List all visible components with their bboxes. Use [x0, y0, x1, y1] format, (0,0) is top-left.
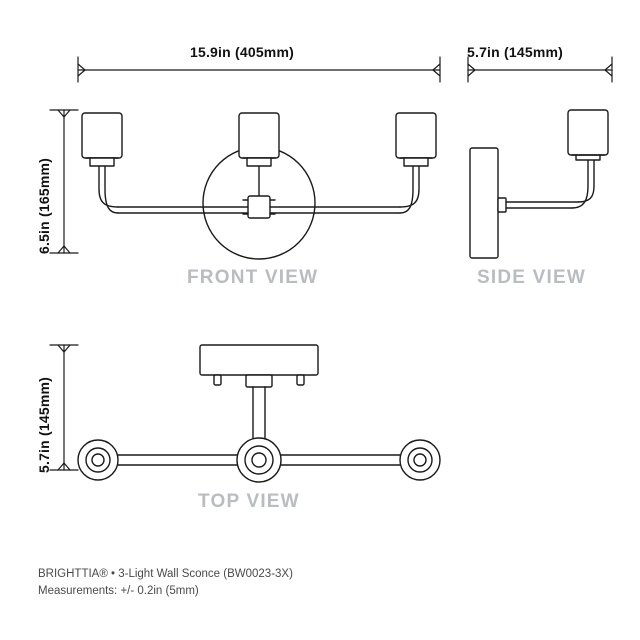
front-view-drawing — [82, 113, 436, 259]
top-backplate — [200, 345, 318, 375]
measurement-note: Measurements: +/- 0.2in (5mm) — [38, 585, 199, 597]
dimension-side-width — [468, 57, 612, 82]
top-view-drawing — [78, 345, 440, 482]
side-width-dimension-label: 5.7in (145mm) — [467, 44, 563, 60]
product-name: BRIGHTTIA® • 3-Light Wall Sconce (BW0023-3X) — [38, 568, 293, 580]
dimension-front-height — [50, 110, 78, 253]
side-view-drawing — [470, 110, 608, 258]
dimension-front-width — [78, 57, 440, 82]
front-view-label: FRONT VIEW — [187, 267, 319, 288]
top-depth-dimension-label: 5.7in (145mm) — [36, 377, 52, 473]
front-width-dimension-label: 15.9in (405mm) — [190, 44, 294, 60]
side-view-label: SIDE VIEW — [477, 267, 586, 288]
top-view-label: TOP VIEW — [198, 491, 300, 512]
dimension-top-depth — [50, 345, 78, 470]
footer-caption — [38, 566, 293, 600]
side-backplate — [470, 148, 498, 258]
front-shade-left — [82, 113, 122, 166]
front-shade-center — [239, 113, 279, 166]
front-height-dimension-label: 6.5in (165mm) — [36, 158, 52, 254]
front-shade-right — [396, 113, 436, 166]
side-shade — [568, 110, 608, 155]
